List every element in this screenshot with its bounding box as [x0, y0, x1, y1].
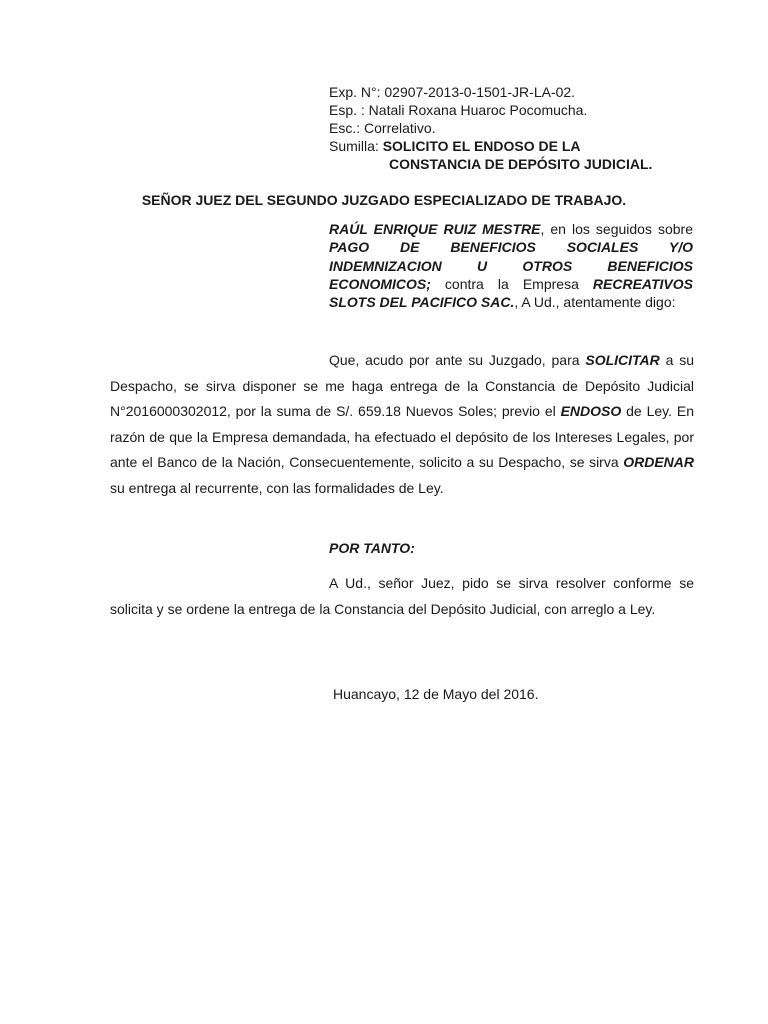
sumilla [329, 137, 729, 155]
specialist: Esp. : Natali Roxana Huaroc Pocomucha. [329, 102, 588, 118]
solicitar-emphasis: SOLICITAR [585, 352, 660, 368]
intro-text-2: contra la Empresa [430, 275, 593, 292]
sumilla-label: Sumilla: [329, 138, 379, 154]
petitioner-intro [329, 220, 693, 311]
sumilla-text-line2: CONSTANCIA DE DEPÓSITO JUDICIAL. [389, 156, 653, 172]
case-header [329, 83, 729, 173]
para1-text-3: de Ley. En razón de que la Empresa demandada, ha efectuado el depósito de los Intereses Legales, por ante el Banco de la Nación, Consecuentemente, solicito a su Despacho, se sirva [110, 403, 694, 471]
ordenar-emphasis: ORDENAR [623, 454, 694, 471]
para1-text-2: a su Despacho, se sirva disponer se me haga entrega de la Constancia de Depósito Judicial N°2016000302012, por la suma de S/. 659.18 Nuevos Soles; previo el [110, 352, 694, 420]
addressee-heading: SEÑOR JUEZ DEL SEGUNDO JUZGADO ESPECIALIZADO DE TRABAJO. [141, 192, 627, 208]
para1-text-1: Que, acudo por ante su Juzgado, para [329, 352, 586, 368]
petitioner-name: RAÚL ENRIQUE RUIZ MESTRE [329, 221, 541, 237]
intro-text-3: , A Ud., atentamente digo: [514, 294, 676, 311]
case-matter: PAGO DE BENEFICIOS SOCIALES Y/O INDEMNIZACION U OTROS BENEFICIOS ECONOMICOS; [329, 239, 693, 292]
para1-text-4: su entrega al recurrente, con las formalidades de Ley. [110, 479, 444, 496]
case-number: Exp. N°: 02907-2013-0-1501-JR-LA-02. [329, 84, 576, 100]
por-tanto-heading: POR TANTO: [329, 540, 415, 556]
place-and-date: Huancayo, 12 de Mayo del 2016. [333, 686, 539, 702]
endoso-emphasis: ENDOSO [560, 403, 622, 420]
request-paragraph [110, 348, 694, 502]
sumilla-text-line1: SOLICITO EL ENDOSO DE LA [382, 138, 581, 154]
closing-paragraph: A Ud., señor Juez, pido se sirva resolver conforme se solicita y se ordene la entrega de la Constancia del Depósito Judicial, con arreglo a Ley. [110, 575, 694, 617]
intro-text-1: , en los seguidos sobre [540, 221, 693, 237]
document-sequence: Esc.: Correlativo. [329, 120, 436, 136]
company-name: RECREATIVOS SLOTS DEL PACIFICO SAC. [329, 275, 693, 311]
